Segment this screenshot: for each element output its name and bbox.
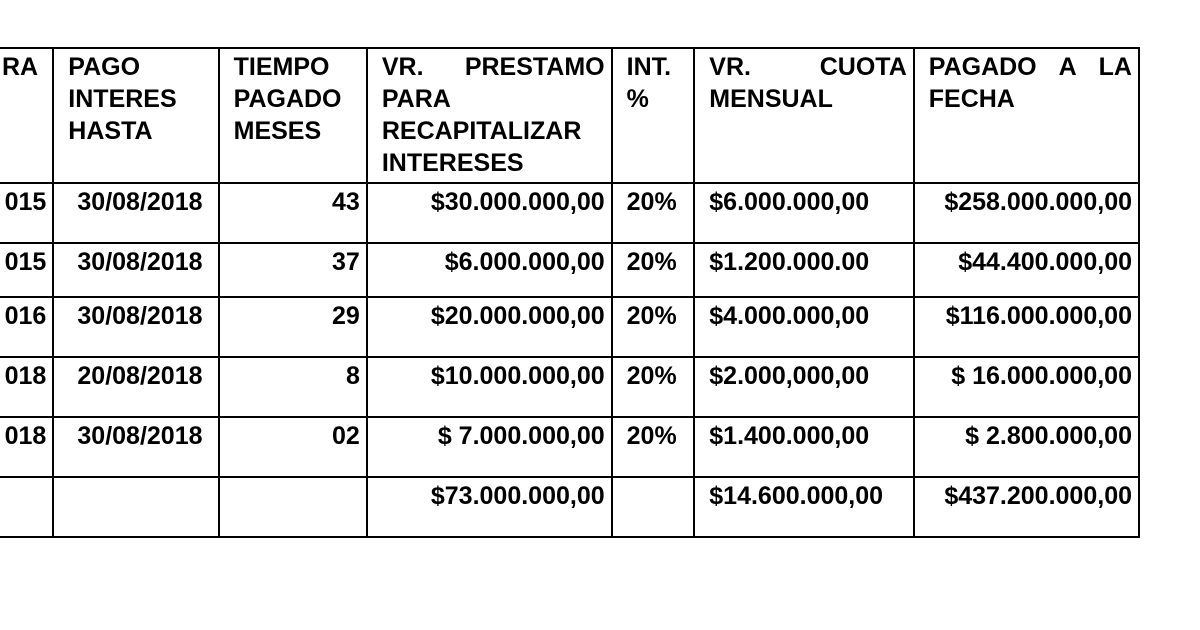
- cell-months: 02: [219, 417, 367, 477]
- total-paid-to-date: $437.200.000,00: [914, 477, 1139, 537]
- table-row: [0, 183, 1139, 243]
- cell-monthly: $1.200.000.00: [694, 243, 913, 297]
- cell-start-date: 015: [0, 183, 53, 243]
- cell-empty: [0, 477, 53, 537]
- cell-paid-to-date: $116.000.000,00: [914, 297, 1139, 357]
- cell-loan: $20.000.000,00: [367, 297, 612, 357]
- table-row: [0, 243, 1139, 297]
- header-start-date: RA: [0, 48, 53, 183]
- header-row: [0, 48, 1139, 183]
- cell-months: 29: [219, 297, 367, 357]
- loan-table: [0, 47, 1140, 538]
- cell-interest: 20%: [612, 417, 695, 477]
- cell-loan: $ 7.000.000,00: [367, 417, 612, 477]
- cell-empty: [612, 477, 695, 537]
- cell-paid-until: 30/08/2018: [53, 417, 218, 477]
- cell-loan: $6.000.000,00: [367, 243, 612, 297]
- cell-interest: 20%: [612, 297, 695, 357]
- table-row: [0, 417, 1139, 477]
- cell-loan: $30.000.000,00: [367, 183, 612, 243]
- total-monthly: $14.600.000,00: [694, 477, 913, 537]
- cell-empty: [219, 477, 367, 537]
- table-row: [0, 297, 1139, 357]
- header-interest: INT. %: [612, 48, 695, 183]
- cell-months: 43: [219, 183, 367, 243]
- cell-interest: 20%: [612, 243, 695, 297]
- cell-start-date: 018: [0, 357, 53, 417]
- cell-paid-until: 30/08/2018: [53, 297, 218, 357]
- cell-loan: $10.000.000,00: [367, 357, 612, 417]
- table-row: [0, 357, 1139, 417]
- header-loan-value: VR. PRESTAMO PARA RECAPITALIZAR INTERESES: [367, 48, 612, 183]
- cell-start-date: 018: [0, 417, 53, 477]
- cell-monthly: $1.400.000,00: [694, 417, 913, 477]
- header-paid-until: PAGO INTERES HASTA: [53, 48, 218, 183]
- header-months-paid: TIEMPO PAGADO MESES: [219, 48, 367, 183]
- cell-paid-until: 30/08/2018: [53, 243, 218, 297]
- cell-paid-to-date: $44.400.000,00: [914, 243, 1139, 297]
- total-loan: $73.000.000,00: [367, 477, 612, 537]
- totals-row: [0, 477, 1139, 537]
- cell-interest: 20%: [612, 183, 695, 243]
- cell-paid-to-date: $ 16.000.000,00: [914, 357, 1139, 417]
- header-paid-to-date: PAGADO A LA FECHA: [914, 48, 1139, 183]
- cell-months: 8: [219, 357, 367, 417]
- cell-paid-until: 30/08/2018: [53, 183, 218, 243]
- cell-interest: 20%: [612, 357, 695, 417]
- cell-monthly: $6.000.000,00: [694, 183, 913, 243]
- cell-paid-to-date: $258.000.000,00: [914, 183, 1139, 243]
- cell-paid-to-date: $ 2.800.000,00: [914, 417, 1139, 477]
- cell-months: 37: [219, 243, 367, 297]
- cell-monthly: $2.000,000,00: [694, 357, 913, 417]
- cell-paid-until: 20/08/2018: [53, 357, 218, 417]
- cell-start-date: 015: [0, 243, 53, 297]
- cell-monthly: $4.000.000,00: [694, 297, 913, 357]
- header-monthly-fee: VR. CUOTA MENSUAL: [694, 48, 913, 183]
- cell-empty: [53, 477, 218, 537]
- cell-start-date: 016: [0, 297, 53, 357]
